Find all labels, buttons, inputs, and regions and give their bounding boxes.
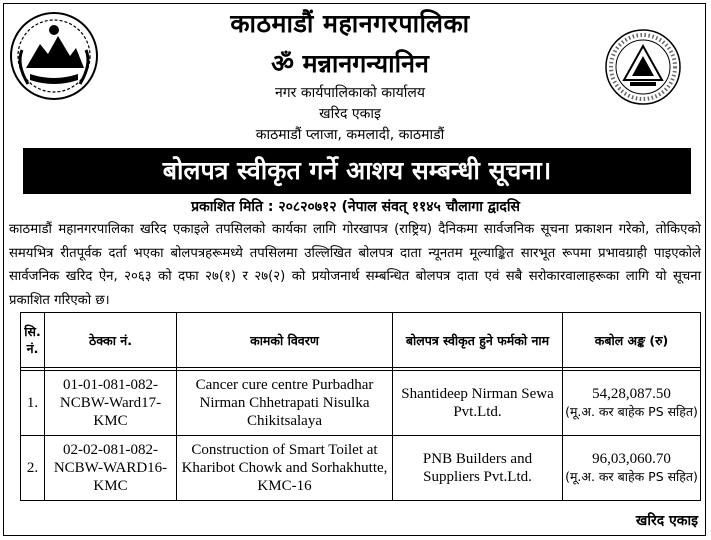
notice-body: काठमाडौं महानगरपालिका खरिद एकाइले तपसिलको कार्यका लागि गोरखापत्र (राष्ट्रिय) दैनिकमा सार्वजनिक सूचना प्रकाशन गरेको, तोकिएको समयभित्र रीतपूर्वक दर्ता भएका बोलपत्रहरूमध्ये तपसिलमा उल्लिखित बोलपत्र दाता न्यूनतम मूल्याङ्कित सारभूत रूपमा प्रभावग्राही पाइएकोले सार्वजनिक खरिद ऐन, २०६३ को दफा २७(१) र २७(२) को प्रयोजनार्थ सम्बन्धित बोलपत्र दाता एवं सबै सरोकारवालाहरूका लागि यो सूचना प्रकाशित गरिएको छ। (9, 222, 701, 308)
org-name-script: ॐ मन्नानगन्यानिन (271, 49, 429, 78)
row-contract-no: 01-01-081-082-NCBW-Ward17-KMC (45, 371, 177, 436)
office-address: काठमाडौं प्लाजा, कमलादी, काठमाडौं (255, 127, 445, 143)
row-amount-cell (563, 436, 701, 501)
row-amount-note: (मू.अ. कर बाहेक PS सहित) (565, 404, 698, 419)
nepal-emblem-logo (8, 10, 100, 102)
award-table (20, 312, 701, 501)
row-sn: 1. (21, 371, 45, 436)
header-description: कामको विवरण (177, 313, 393, 368)
row-amount: 54,28,087.50 (592, 386, 671, 402)
row-firm: PNB Builders and Suppliers Pvt.Ltd. (393, 436, 563, 501)
unit-name: खरिद एकाइ (319, 106, 381, 122)
row-sn: 2. (21, 436, 45, 501)
office-name: नगर कार्यपालिकाको कार्यालय (275, 85, 425, 101)
table-row (21, 371, 701, 436)
footer-signature: खरिद एकाइ (635, 513, 698, 529)
published-date: प्रकाशित मिति : २०८२०७१२ (नेपाल संवत् ११४५ चौलागा द्वादसि (191, 199, 520, 215)
kmc-seal-logo (604, 28, 682, 106)
org-name: काठमाडौं महानगरपालिका (230, 9, 470, 38)
header-sn: सि. नं. (21, 313, 45, 368)
header-contract-no: ठेक्का नं. (45, 313, 177, 368)
row-amount: 96,03,060.70 (592, 451, 671, 467)
row-firm: Shantideep Nirman Sewa Pvt.Ltd. (393, 371, 563, 436)
row-amount-note: (मू.अ. कर बाहेक PS सहित) (565, 469, 698, 484)
row-description: Construction of Smart Toilet at Kharibot Chowk and Sorhakhutte, KMC-16 (177, 436, 393, 501)
table-header-row (21, 313, 701, 368)
row-amount-cell (563, 371, 701, 436)
notice-title: बोलपत्र स्वीकृत गर्ने आशय सम्बन्धी सूचना। (23, 148, 691, 194)
header-firm: बोलपत्र स्वीकृत हुने फर्मको नाम (393, 313, 563, 368)
row-description: Cancer cure centre Purbadhar Nirman Chhetrapati Nisulka Chikitsalaya (177, 371, 393, 436)
header-amount: कबोल अङ्क (रु) (563, 313, 701, 368)
table-row (21, 436, 701, 501)
row-contract-no: 02-02-081-082-NCBW-WARD16-KMC (45, 436, 177, 501)
